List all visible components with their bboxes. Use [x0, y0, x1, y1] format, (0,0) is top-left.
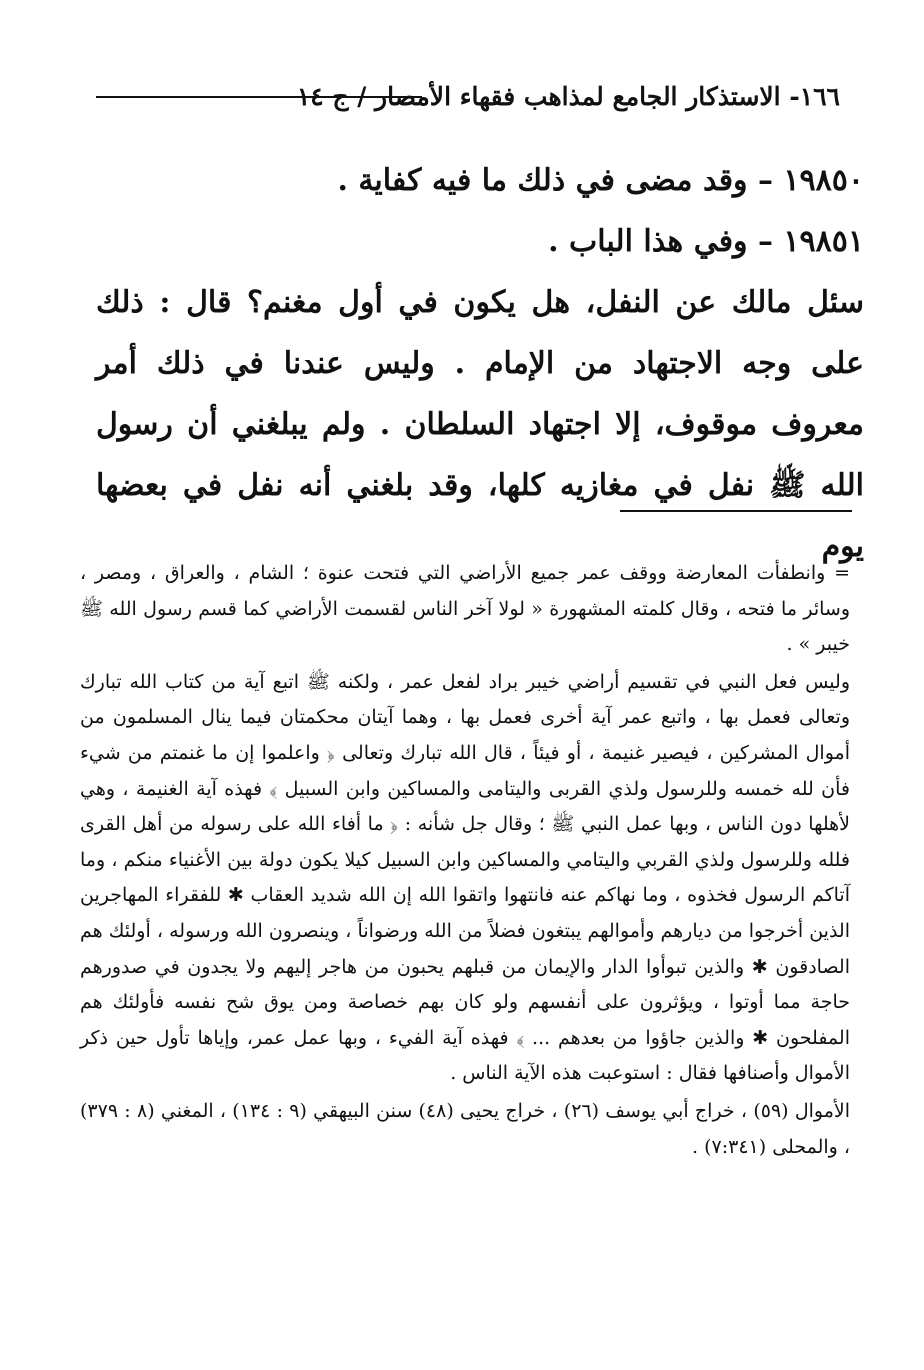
main-text — [96, 150, 864, 577]
running-header: ١٦٦- الاستذكار الجامع لمذاهب فقهاء الأمصار / ج ١٤ — [296, 82, 840, 111]
footnote-commentary: وليس فعل النبي في تقسيم أراضي خيبر براد لفعل عمر ، ولكنه ﷺ اتبع آية من كتاب الله تبارك وتعالى فعمل بها ، واتبع عمر آية أخرى فعمل بها ، وهما آيتان محكمتان فيما ينال المسلمون من أموال المشركين ، فيصير غنيمة ، أو فيئاً ، قال الله تبارك وتعالى ﴿ واعلموا إن ما غنمتم من شيء فأن لله خمسه وللرسول ولذي القربى واليتامى والمساكين وابن السبيل ﴾ فهذه آية الغنيمة ، وهي لأهلها دون الناس ، وبها عمل النبي ﷺ ؛ وقال جل شأنه : ﴿ ما أفاء الله على رسوله من أهل القرى فلله وللرسول ولذي القربي واليتامي والمساكين وابن السبيل كيلا يكون دولة بين الأغنياء منكم ، وما آتاكم الرسول فخذوه ، وما نهاكم عنه فانتهوا واتقوا الله إن الله شديد العقاب ✱ للفقراء المهاجرين الذين أخرجوا من ديارهم وأموالهم يبتغون فضلاً من الله ورضواناً ، وينصرون الله ورسوله ، أولئك هم الصادقون ✱ والذين تبوأوا الدار والإيمان من قبلهم يحبون من هاجر إليهم ولا يجدون في صدورهم حاجة مما أوتوا ، ويؤثرون على أنفسهم ولو كان بهم خصاصة ومن يوق شح نفسه فأولئك هم المفلحون ✱ والذين جاؤوا من بعدهم ... ﴾ فهذه آية الفيء ، وبها عمل عمر، وإياها تأول حين ذكر الأموال وأصنافها فقال : استوعبت هذه الآية الناس . — [80, 670, 850, 1085]
paragraph-19851: ١٩٨٥١ – وفي هذا الباب . — [548, 224, 864, 259]
footnote-separator — [620, 510, 852, 512]
footnotes — [80, 556, 850, 1165]
paragraph-19850: ١٩٨٥٠ – وقد مضى في ذلك ما فيه كفاية . — [337, 163, 864, 198]
footnote-references: الأموال (٥٩) ، خراج أبي يوسف (٢٦) ، خراج يحيى (٤٨) سنن البيهقي (٩ : ١٣٤) ، المغني (٨ : ٣٧٩) ، والمحلى (٧:٣٤١) . — [80, 1099, 851, 1158]
footnote-continuation: = وانطفأت المعارضة ووقف عمر جميع الأراضي التي فتحت عنوة ؛ الشام ، والعراق ، ومصر ، وسائر ما فتحه ، وقال كلمته المشهورة « لولا آخر الناس لقسمت الأراضي كما قسم رسول الله ﷺ خيبر » . — [80, 562, 850, 656]
page-header — [96, 78, 852, 118]
paragraph-malik: سئل مالك عن النفل، هل يكون في أول مغنم؟ قال : ذلك على وجه الاجتهاد من الإمام . وليس عندنا في ذلك أمر معروف موقوف، إلا اجتهاد السلطان . ولم يبلغني أن رسول الله ﷺ نفل في مغازيه كلها، وقد بلغني أنه نفل في بعضها يوم — [96, 285, 864, 564]
